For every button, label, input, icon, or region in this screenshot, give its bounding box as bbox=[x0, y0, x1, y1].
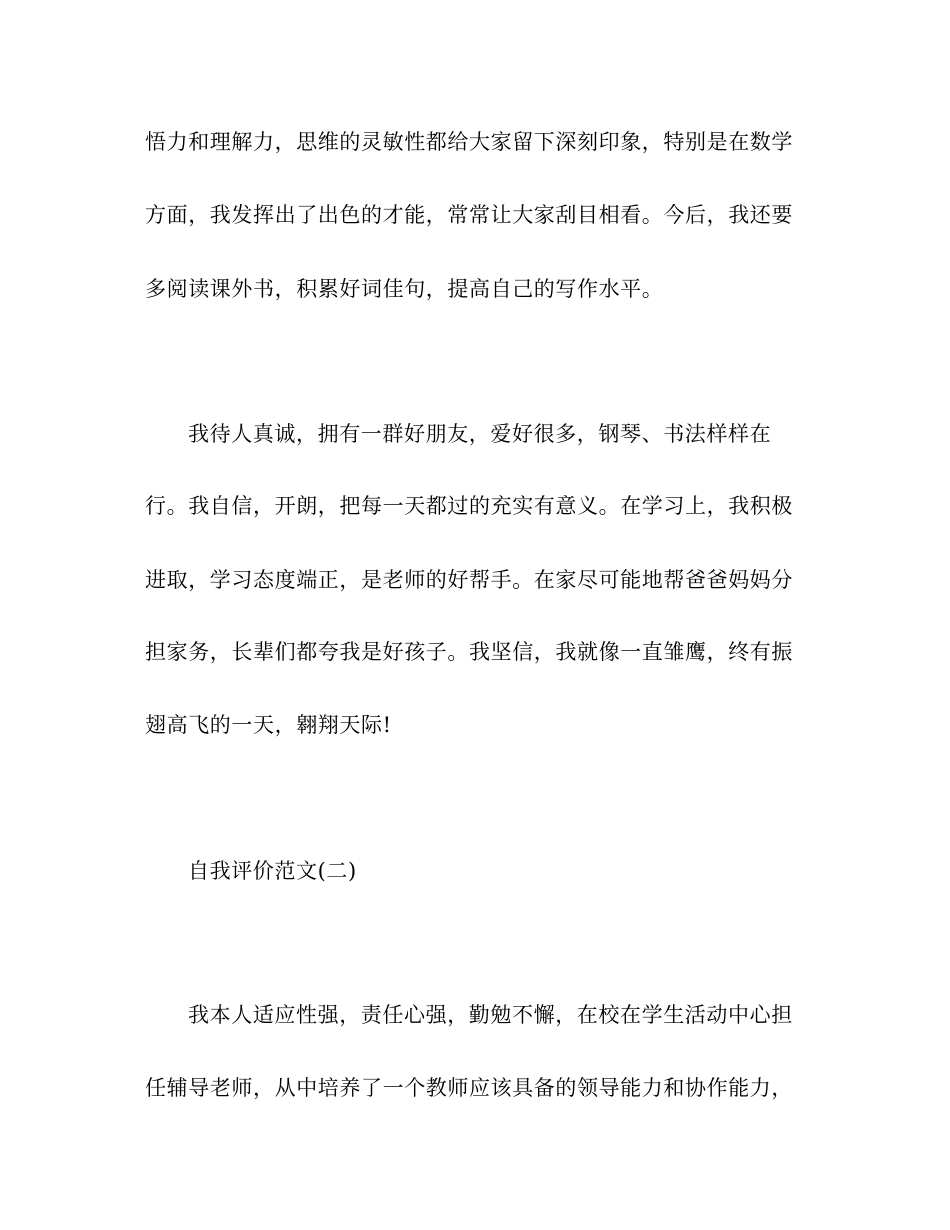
text-line: 任辅导老师，从中培养了一个教师应该具备的领导能力和协作能力， bbox=[145, 1076, 793, 1100]
section-heading: 自我评价范文(二) bbox=[188, 859, 357, 883]
text-line: 翅高飞的一天，翱翔天际! bbox=[145, 713, 392, 737]
text-line: 悟力和理解力，思维的灵敏性都给大家留下深刻印象，特别是在数学 bbox=[145, 130, 793, 154]
text-line: 行。我自信，开朗，把每一天都过的充实有意义。在学习上，我积极 bbox=[145, 494, 793, 518]
text-line: 担家务，长辈们都夸我是好孩子。我坚信，我就像一直雏鹰，终有振 bbox=[145, 640, 793, 664]
text-line: 我本人适应性强，责任心强，勤勉不懈，在校在学生活动中心担 bbox=[188, 1003, 793, 1027]
text-line: 进取，学习态度端正，是老师的好帮手。在家尽可能地帮爸爸妈妈分 bbox=[145, 568, 793, 592]
text-line: 多阅读课外书，积累好词佳句，提高自己的写作水平。 bbox=[145, 277, 664, 301]
text-line: 方面，我发挥出了出色的才能，常常让大家刮目相看。今后，我还要 bbox=[145, 203, 793, 227]
text-line: 我待人真诚，拥有一群好朋友，爱好很多，钢琴、书法样样在 bbox=[188, 422, 772, 446]
